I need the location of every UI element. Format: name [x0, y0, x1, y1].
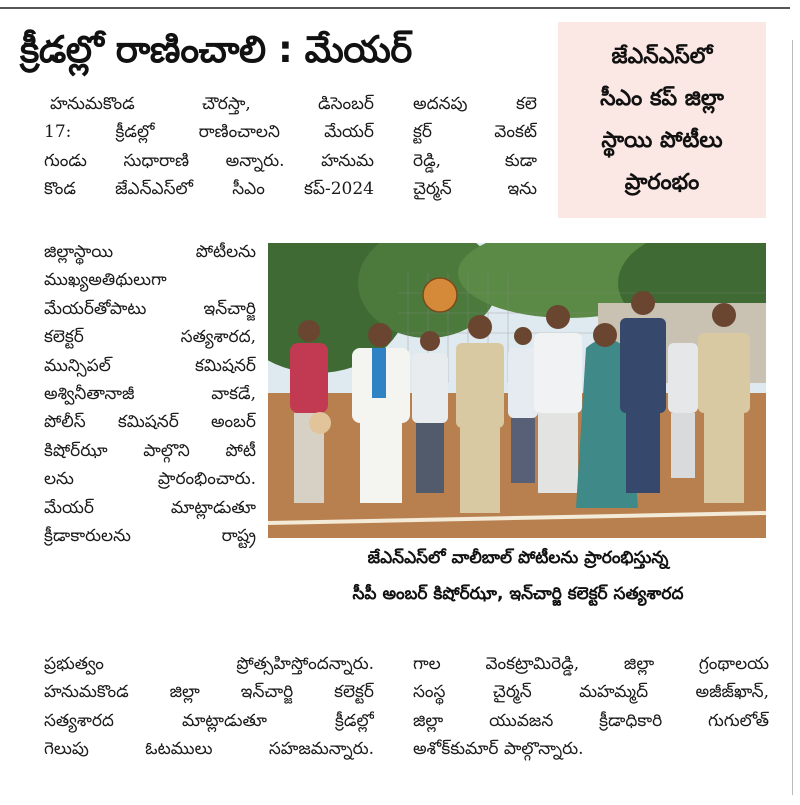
news-photo [268, 243, 766, 538]
body-line: జిల్లా యువజన క్రీడాధికారి గుగులోత్ [413, 710, 769, 731]
body-line: హనుమకొండ చౌరస్తా, డిసెంబర్ [50, 94, 374, 114]
headline: క్రీడల్లో రాణించాలి : మేయర్ [20, 28, 412, 71]
body-line: అశ్వినీతానాజీ వాకడే, [44, 383, 256, 404]
body-line: మేయర్ మాట్లాడుతూ [44, 497, 256, 518]
body-col1-bottom [44, 650, 374, 764]
body-line: సంస్థ చైర్మన్ మహమ్మద్ అజీజ్‌ఖాన్, [413, 682, 769, 703]
body-line: కొండ జేఎన్ఎస్‌లో సీఎం కప్-2024 [44, 179, 374, 200]
body-col2-bottom [413, 650, 769, 764]
body-line: అశోక్‌కుమార్ పాల్గొన్నారు. [413, 739, 584, 760]
body-line: హనుమకొండ జిల్లా ఇన్‌చార్జి కలెక్టర్ [44, 682, 374, 703]
body-col1-top [44, 90, 374, 204]
body-line: కలెక్టర్ సత్యశారద, [44, 327, 256, 348]
right-column-divider [792, 40, 793, 795]
body-line: జిల్లాస్థాయి పోటీలను [44, 242, 256, 262]
body-line: క్రీడాకారులను రాష్ట్ర [44, 525, 256, 546]
body-col2-top [413, 90, 537, 204]
top-rule [0, 7, 790, 9]
sidebar-line: స్థాయి పోటీలు [601, 128, 723, 153]
body-line: మున్సిపల్ కమిషనర్ [44, 355, 256, 376]
sidebar-line: జేఎన్ఎస్‌లో [611, 44, 713, 69]
body-line: పోలీస్ కమిషనర్ అంబర్ [44, 412, 256, 433]
body-line: గెలుపు ఓటములు సహజమన్నారు. [44, 739, 374, 760]
body-line: ప్రభుత్వం ప్రోత్సహిస్తోందన్నారు. [44, 654, 374, 674]
body-col1-narrow [44, 238, 256, 550]
body-line: కిషోర్‌ఝా పాల్గొని పోటీ [44, 440, 256, 461]
body-line: మేయర్‌తోపాటు ఇన్‌చార్జి [44, 298, 256, 319]
caption-line: సీపీ అంబర్ కిషోర్‌ఝా, ఇన్‌చార్జి కలెక్టర్ సత్యశారద [352, 584, 684, 604]
photo-caption [270, 540, 766, 615]
body-line: క్టర్ వెంకట్ [413, 122, 537, 143]
body-line: 17: క్రీడల్లో రాణించాలని మేయర్ [44, 122, 374, 143]
sidebar-line: సీఎం కప్ జిల్లా [600, 86, 724, 111]
body-line: ముఖ్యఅతిథులుగా [44, 270, 167, 291]
sidebar-box [558, 22, 766, 218]
body-line: గుండు సుధారాణి అన్నారు. హనుమ [44, 150, 374, 171]
body-line: సత్యశారద మాట్లాడుతూ క్రీడల్లో [44, 710, 374, 731]
sidebar-line: ప్రారంభం [624, 170, 700, 195]
body-line: రెడ్డి, కుడా [413, 150, 537, 171]
photo-illustration [268, 243, 766, 538]
body-line: గాల వెంకట్రామిరెడ్డి, జిల్లా గ్రంథాలయ [413, 654, 769, 674]
body-line: లను ప్రారంభించారు. [44, 469, 256, 490]
body-line: అదనపు కలె [413, 94, 537, 114]
caption-line: జేఎన్ఎస్‌లో వాలీబాల్ పోటీలను ప్రారంభిస్తున్న [367, 548, 669, 568]
body-line: చైర్మన్ ఇను [413, 179, 537, 200]
